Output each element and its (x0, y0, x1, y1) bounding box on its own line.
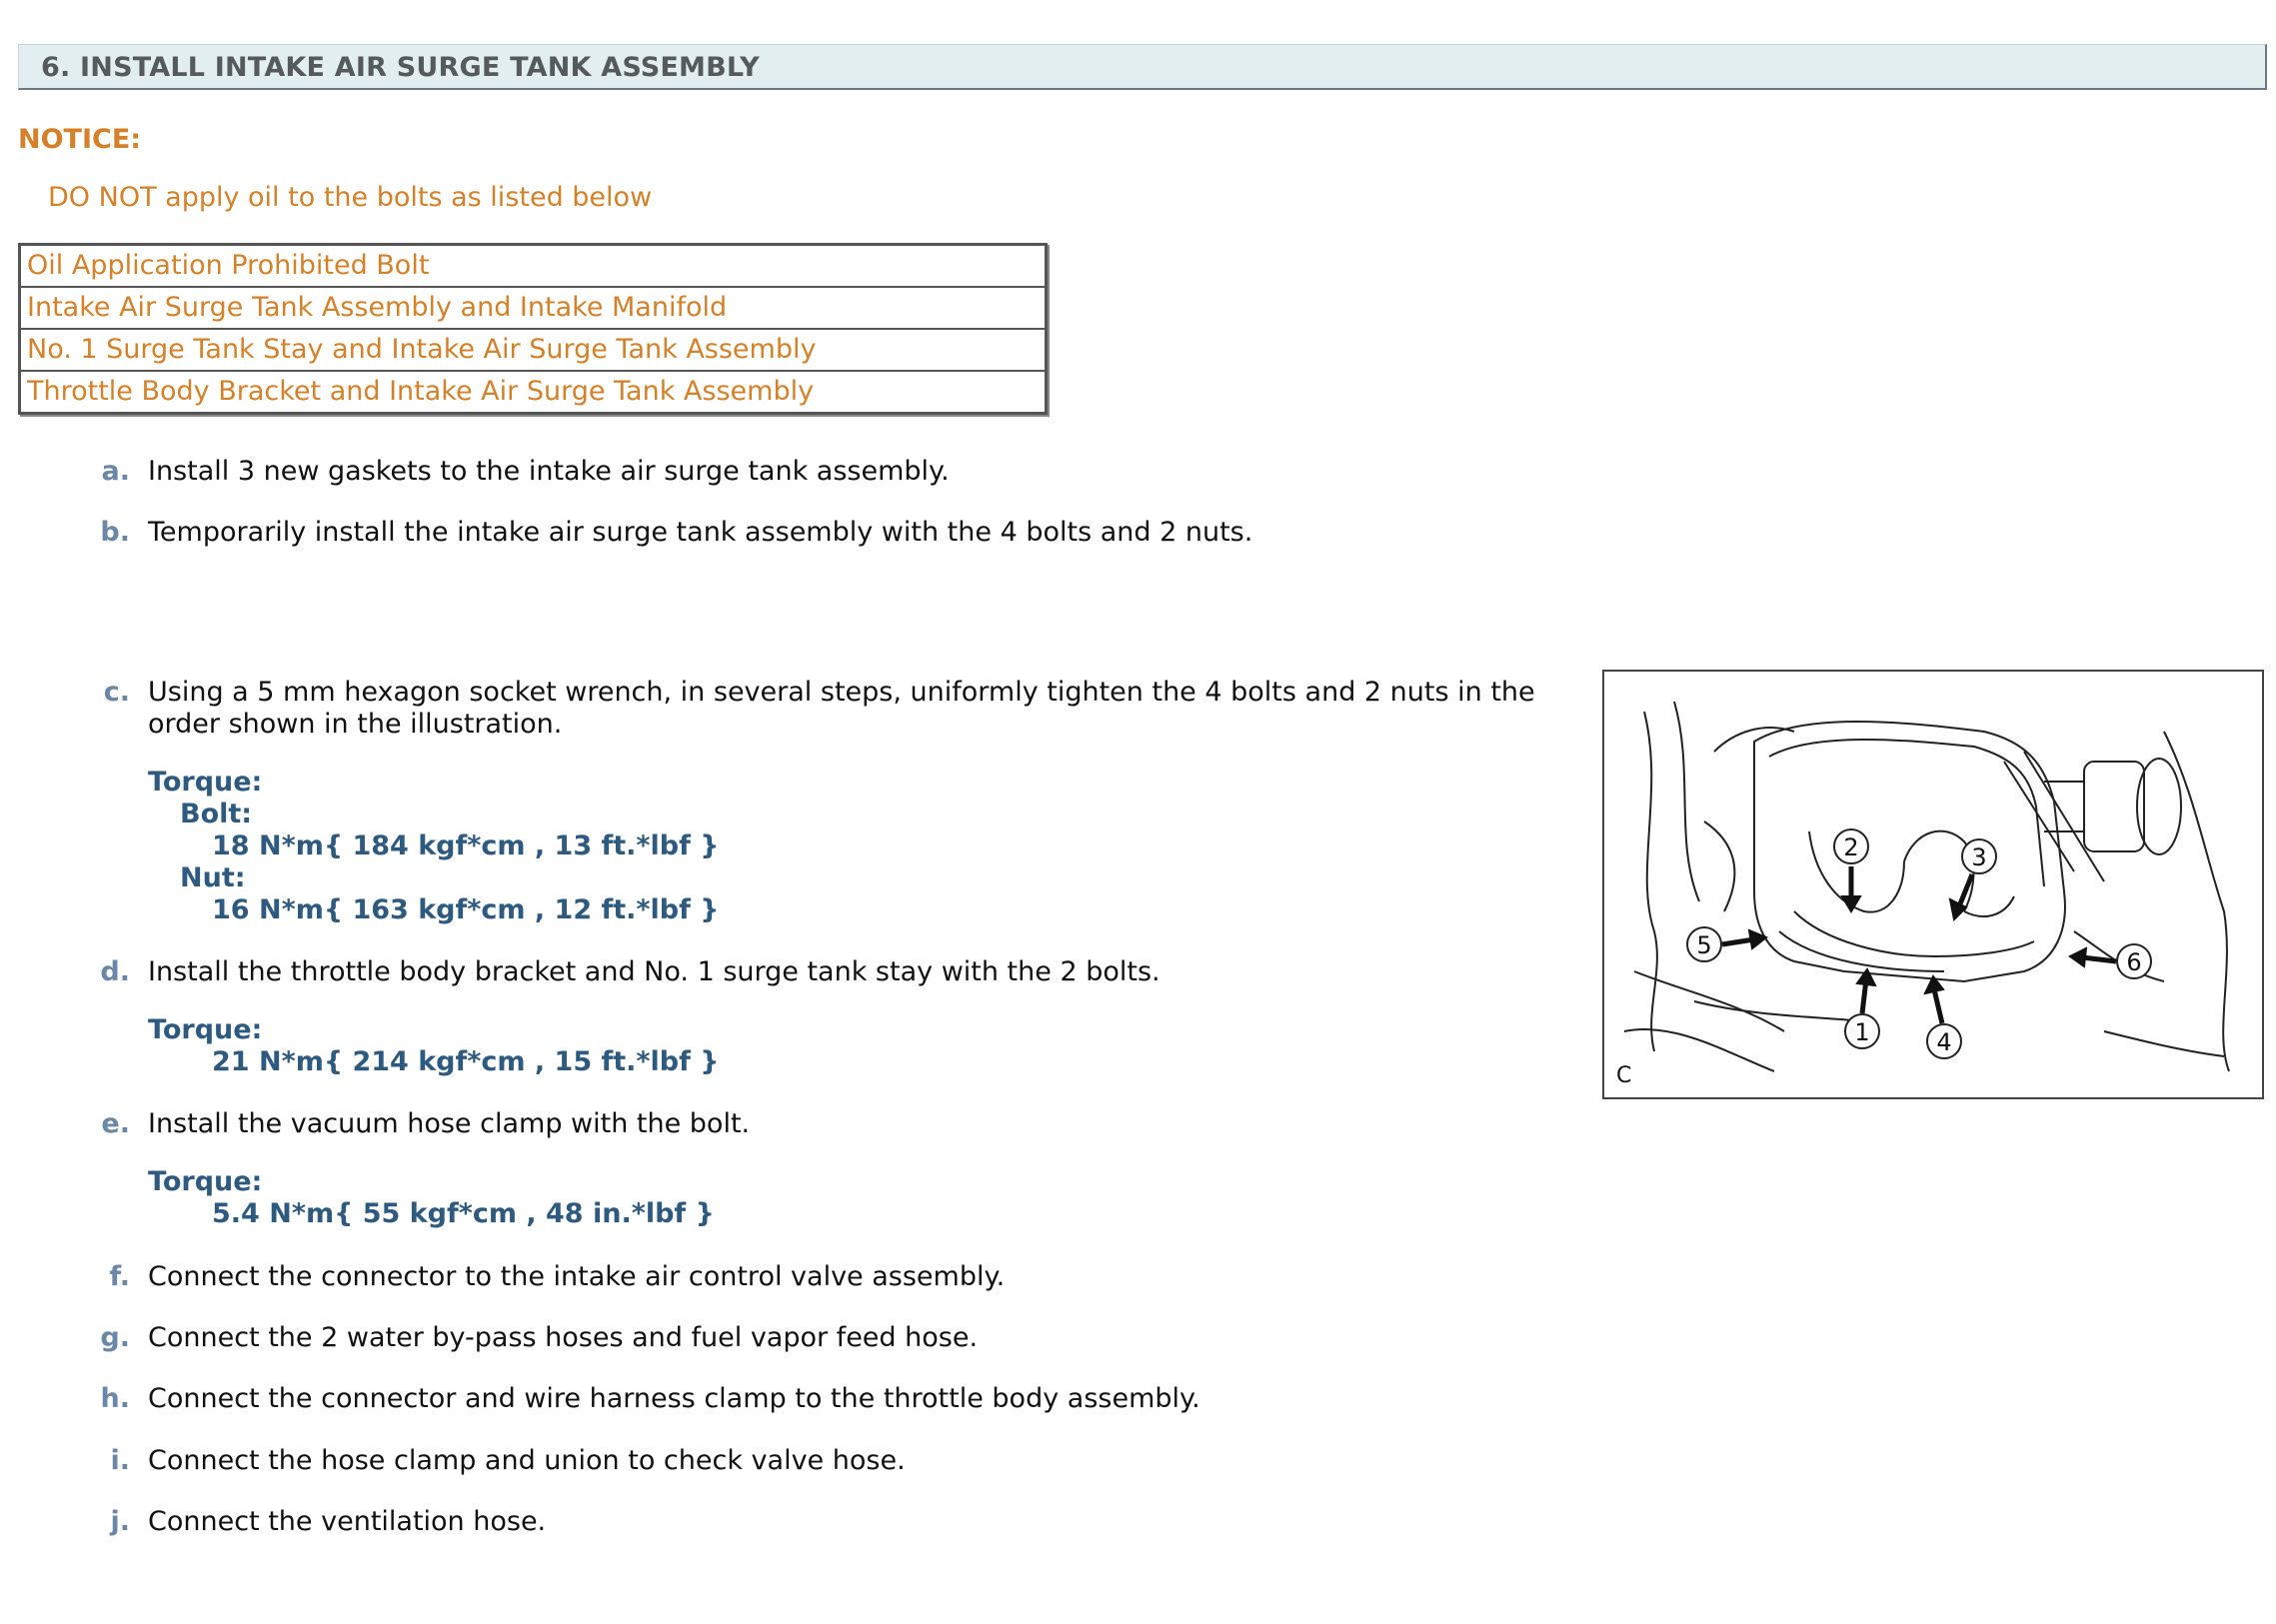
callout-4-label: 4 (1936, 1028, 1952, 1056)
torque-nut-label: Nut: (180, 862, 246, 893)
figure-corner-label: C (1616, 1063, 1632, 1088)
table-row (20, 329, 1046, 371)
torque-bolt-value: 18 N*m{ 184 kgf*cm , 13 ft.*lbf } (212, 830, 720, 861)
torque-label: Torque: (148, 1166, 263, 1197)
section-header (18, 44, 2267, 90)
table-cell: Intake Air Surge Tank Assembly and Intake Manifold (20, 287, 1046, 329)
torque-value: 21 N*m{ 214 kgf*cm , 15 ft.*lbf } (212, 1046, 720, 1077)
torque-nut-value: 16 N*m{ 163 kgf*cm , 12 ft.*lbf } (212, 894, 720, 925)
step-text: Connect the connector and wire harness clamp to the throttle body assembly. (148, 1383, 1200, 1414)
table-cell: No. 1 Surge Tank Stay and Intake Air Surge Tank Assembly (20, 329, 1046, 371)
torque-block (148, 1014, 720, 1078)
step-text-line2: order shown in the illustration. (148, 709, 563, 740)
step-letter: b. (100, 517, 130, 548)
table-row (20, 245, 1046, 287)
step-text-line1: Using a 5 mm hexagon socket wrench, in several steps, uniformly tighten the 4 bolts and 2 nuts in the (148, 677, 1535, 708)
step-text: Install the throttle body bracket and No. 1 surge tank stay with the 2 bolts. (148, 956, 1160, 987)
torque-value: 5.4 N*m{ 55 kgf*cm , 48 in.*lbf } (212, 1198, 715, 1229)
table-cell: Throttle Body Bracket and Intake Air Surge Tank Assembly (20, 371, 1046, 413)
step-letter: e. (101, 1108, 130, 1139)
step-text: Connect the 2 water by-pass hoses and fuel vapor feed hose. (148, 1322, 979, 1353)
callout-6-label: 6 (2126, 948, 2142, 976)
callout-3-label: 3 (1971, 843, 1987, 871)
step-letter: c. (103, 677, 130, 708)
callout-2-label: 2 (1843, 833, 1859, 861)
notice-text: DO NOT apply oil to the bolts as listed below (48, 182, 653, 213)
callout-5-label: 5 (1696, 931, 1712, 959)
prohibited-bolt-table (18, 243, 1048, 415)
callout-1-label: 1 (1854, 1018, 1870, 1046)
section-title: 6. INSTALL INTAKE AIR SURGE TANK ASSEMBLY (41, 52, 760, 83)
step-letter: h. (100, 1383, 130, 1414)
torque-label: Torque: (148, 767, 263, 798)
step-text: Install 3 new gaskets to the intake air surge tank assembly. (148, 456, 950, 487)
step-letter: g. (100, 1322, 130, 1353)
engine-diagram (1604, 672, 2266, 1101)
torque-block (148, 767, 720, 926)
table-row (20, 371, 1046, 413)
step-text: Connect the connector to the intake air control valve assembly. (148, 1261, 1006, 1292)
surge-tank-illustration (1602, 670, 2264, 1099)
step-letter: j. (110, 1506, 130, 1537)
step-text: Install the vacuum hose clamp with the bolt. (148, 1108, 751, 1139)
step-letter: d. (100, 956, 130, 987)
torque-bolt-label: Bolt: (180, 799, 253, 829)
step-text: Temporarily install the intake air surge tank assembly with the 4 bolts and 2 nuts. (148, 517, 1253, 548)
step-text: Connect the hose clamp and union to check valve hose. (148, 1445, 906, 1476)
table-cell: Oil Application Prohibited Bolt (20, 245, 1046, 287)
step-text: Connect the ventilation hose. (148, 1506, 547, 1537)
torque-block (148, 1166, 715, 1230)
table-row (20, 287, 1046, 329)
step-letter: f. (109, 1261, 130, 1292)
torque-label: Torque: (148, 1014, 263, 1045)
step-letter: a. (101, 456, 130, 487)
notice-label: NOTICE: (18, 124, 142, 155)
step-letter: i. (110, 1445, 130, 1476)
